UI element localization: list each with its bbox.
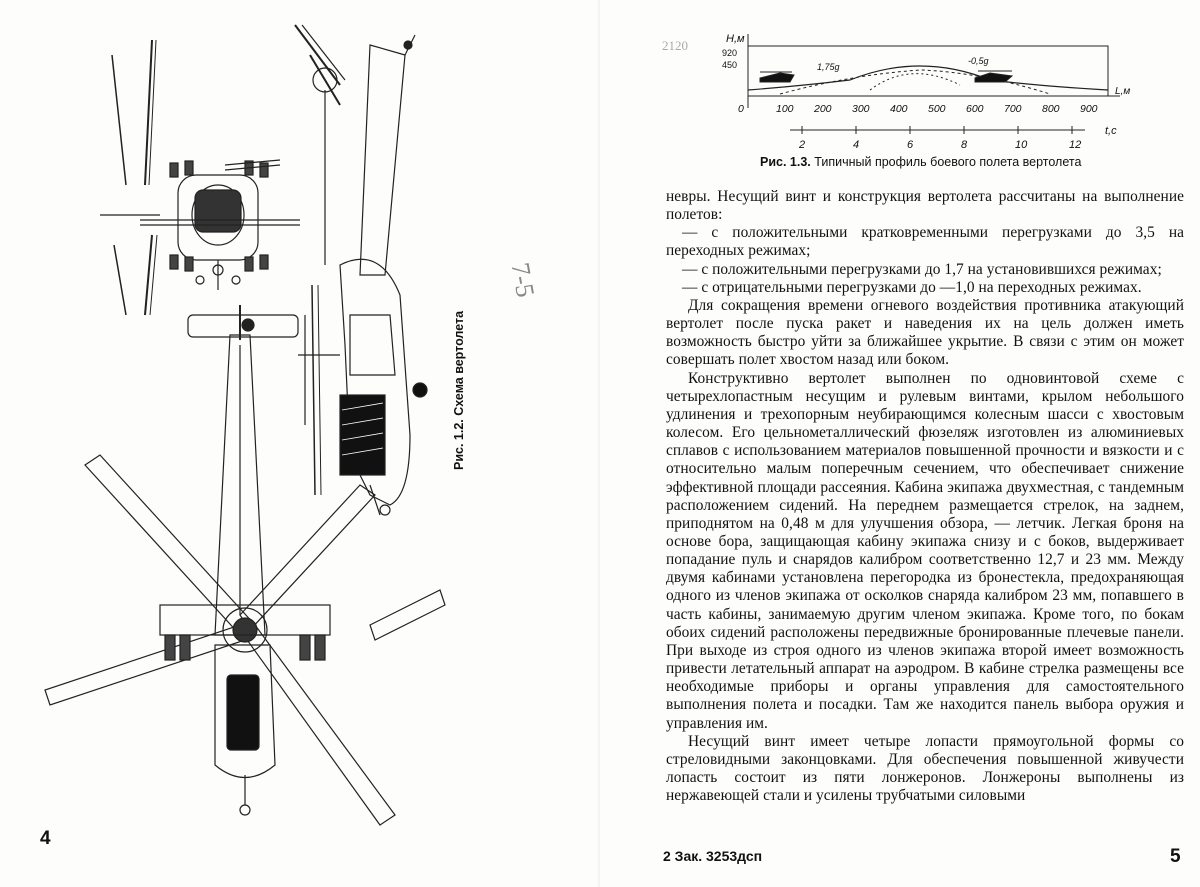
flight-profile-figure <box>720 30 1140 155</box>
figure-caption-text: Типичный профиль боевого полета вертолета <box>814 155 1082 169</box>
paragraph: — с отрицательными перегрузками до —1,0 на переходных режимах. <box>682 278 1142 296</box>
x-tick-label: 100 <box>776 103 794 115</box>
annotation-1-75g: 1,75g <box>817 62 840 72</box>
t-tick-label: 10 <box>1015 139 1028 151</box>
paragraph: Конструктивно вертолет выполнен по одновинтовой схеме с четырехлопастным несущим и рулевым винтами, крылом небольшого удлинения и трехопорным неубирающимся колесным шасси с хвостовым колесом. Его цельнометаллический фюзеляж изготовлен из алюминиевых сплавов с использованием материалов повышенной прочности и вязкости и с относительно малым поперечным сечением, что обеспечивает снижение эффективной площади рассеяния. Кабина экипажа двухместная, с тандемным расположением сидений. На переднем размещается стрелок, на заднем, приподнятом на 0,48 м для улучшения обзора, — летчик. Легкая броня на основе бора, защищающая кабину экипажа снизу и с боков, выдерживает попадание пуль и снарядов калибром соответственно 12,7 и 23 мм. Между двумя кабинами установлена перегородка из бронестекла, предохраняющая одного из членов экипажа от осколков снаряда калибром 23 мм, попавшего в часть кабины, занимаемую другим членом экипажа. Кроме того, по бокам обоих сидений расположены передвижные бронированные плечевые панели. При выходе из строя одного из членов экипажа второй имеет возможность привести летательный аппарат на аэродром. В кабине стрелка размещены все необходимые приборы и органы управления для самостоятельного выполнения полета и посадки. Там же находится панель выбора оружия и управления им. <box>666 369 1184 732</box>
x-tick-label: 0 <box>738 103 744 115</box>
x-tick-label: 800 <box>1042 103 1060 115</box>
t-axis-label: t,c <box>1105 125 1117 137</box>
page-number-right: 5 <box>1170 846 1181 867</box>
x-tick-label: 200 <box>814 103 832 115</box>
figure-caption-1-3 <box>760 155 1081 169</box>
x-tick-label: 400 <box>890 103 908 115</box>
helicopter-schematic-drawing <box>40 15 460 835</box>
helicopter-icon-right <box>975 73 1012 82</box>
stamp-text: 2120 <box>662 38 688 53</box>
page-number-left: 4 <box>40 828 51 849</box>
front-view <box>100 40 300 315</box>
paragraph: невры. Несущий винт и конструкция вертолета рассчитаны на выполнение полетов: <box>666 188 1184 224</box>
x-tick-label: 500 <box>928 103 946 115</box>
figure-caption-1-2: Рис. 1.2. Схема вертолета <box>452 310 466 470</box>
paragraph: — с положительными кратковременными перегрузками до 3,5 на переходных режимах; <box>666 224 1184 260</box>
side-view <box>295 25 427 515</box>
t-tick-label: 8 <box>961 139 968 151</box>
y-value-450: 450 <box>722 60 738 70</box>
x-tick-label: 600 <box>966 103 984 115</box>
t-tick-label: 4 <box>853 139 860 151</box>
margin-note: 7-5 <box>505 260 541 300</box>
x-tick-label: 900 <box>1080 103 1098 115</box>
annotation-neg-0-5g: -0,5g <box>968 56 989 66</box>
footer-order-number: 2 Зак. 3253дсп <box>663 848 763 864</box>
paragraph: Несущий винт имеет четыре лопасти прямоугольной формы со стреловидными законцовками. Для обеспечения повышенной живучести лопасть состоит из пяти лонжеронов. Лонжероны выполнены из нержавеющей стали и усилены трубчатыми силовыми <box>666 732 1184 805</box>
t-tick-label: 2 <box>799 139 806 151</box>
y-value-920: 920 <box>722 48 738 58</box>
top-view <box>45 305 445 825</box>
x-tick-label: 700 <box>1004 103 1022 115</box>
x-tick-label: 300 <box>852 103 870 115</box>
helicopter-icon-left <box>760 73 794 82</box>
y-axis-label: H,м <box>726 33 745 45</box>
paragraph: — с положительными перегрузками до 1,7 на установившихся режимах; <box>682 260 1162 278</box>
t-tick-label: 12 <box>1069 139 1082 151</box>
t-tick-label: 6 <box>907 139 914 151</box>
x-axis-label: L,м <box>1115 86 1131 97</box>
body-text-column <box>666 188 1184 805</box>
figure-caption-prefix: Рис. 1.3. <box>760 155 811 169</box>
paragraph: Для сокращения времени огневого воздействия противника атакующий вертолет после пуска ракет и наведения их на цель должен иметь возможность быстро уйти за ближайшее укрытие. В связи с этим он может совершать полет хвостом назад или боком. <box>666 296 1184 369</box>
